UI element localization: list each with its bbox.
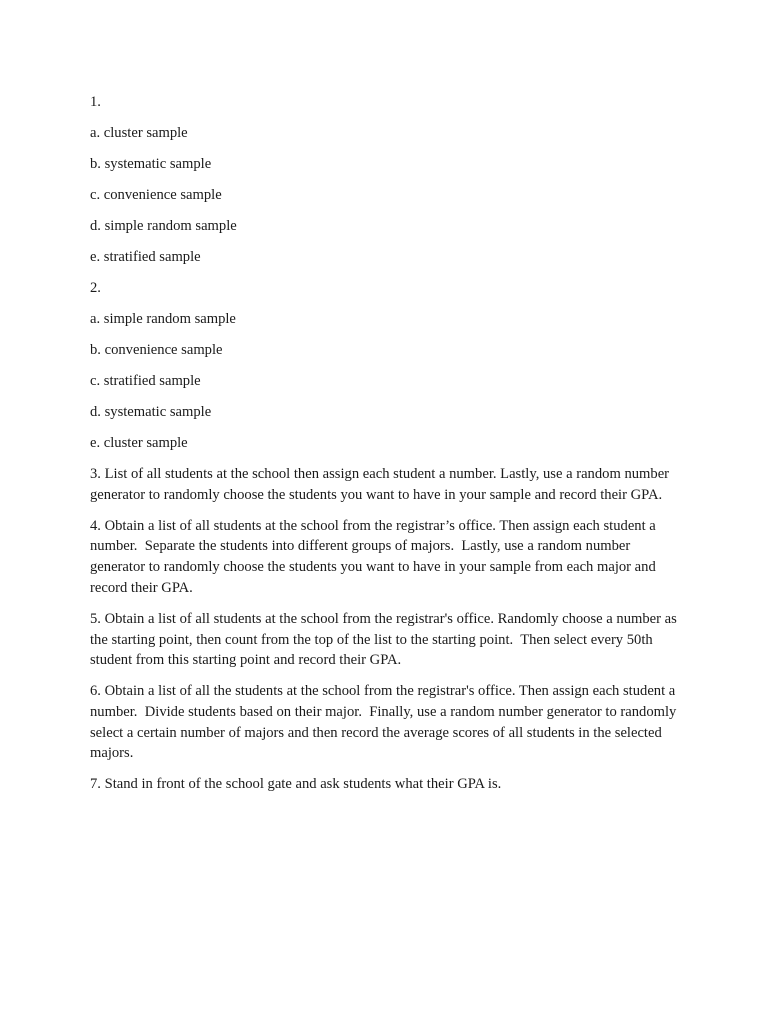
answer-6: 6. Obtain a list of all the students at the school from the registrar's office. Then assign each student a number. Divide students based on their major. Finally, use a random number generator to randomly select a certain number of majors and then record the average scores of all students in the selected majors. <box>90 683 680 762</box>
document-body <box>90 92 686 805</box>
answer-1c: c. convenience sample <box>90 187 222 203</box>
answer-2e: e. cluster sample <box>90 435 188 451</box>
answer-1e: e. stratified sample <box>90 249 201 265</box>
answer-7: 7. Stand in front of the school gate and ask students what their GPA is. <box>90 776 502 793</box>
answer-2c: c. stratified sample <box>90 373 201 389</box>
answer-2d: d. systematic sample <box>90 404 212 420</box>
question-1-number: 1. <box>90 94 101 110</box>
question-2-number: 2. <box>90 280 101 296</box>
answer-5: 5. Obtain a list of all students at the school from the registrar's office. Randomly choose a number as the starting point, then count from the top of the list to the starting point. Then select every 50th student from this starting point and record their GPA. <box>90 610 681 669</box>
answer-1d: d. simple random sample <box>90 218 237 234</box>
answer-2a: a. simple random sample <box>90 311 236 327</box>
answer-2b: b. convenience sample <box>90 342 223 358</box>
answer-1a: a. cluster sample <box>90 125 188 141</box>
answer-3: 3. List of all students at the school then assign each student a number. Lastly, use a random number generator to randomly choose the students you want to have in your sample and record their GPA. <box>90 466 673 503</box>
answer-4: 4. Obtain a list of all students at the school from the registrar’s office. Then assign each student a number. Separate the students into different groups of majors. Lastly, use a random number generator to randomly choose the students you want to have in your sample from each major and record their GPA. <box>90 517 660 596</box>
answer-1b: b. systematic sample <box>90 156 212 172</box>
